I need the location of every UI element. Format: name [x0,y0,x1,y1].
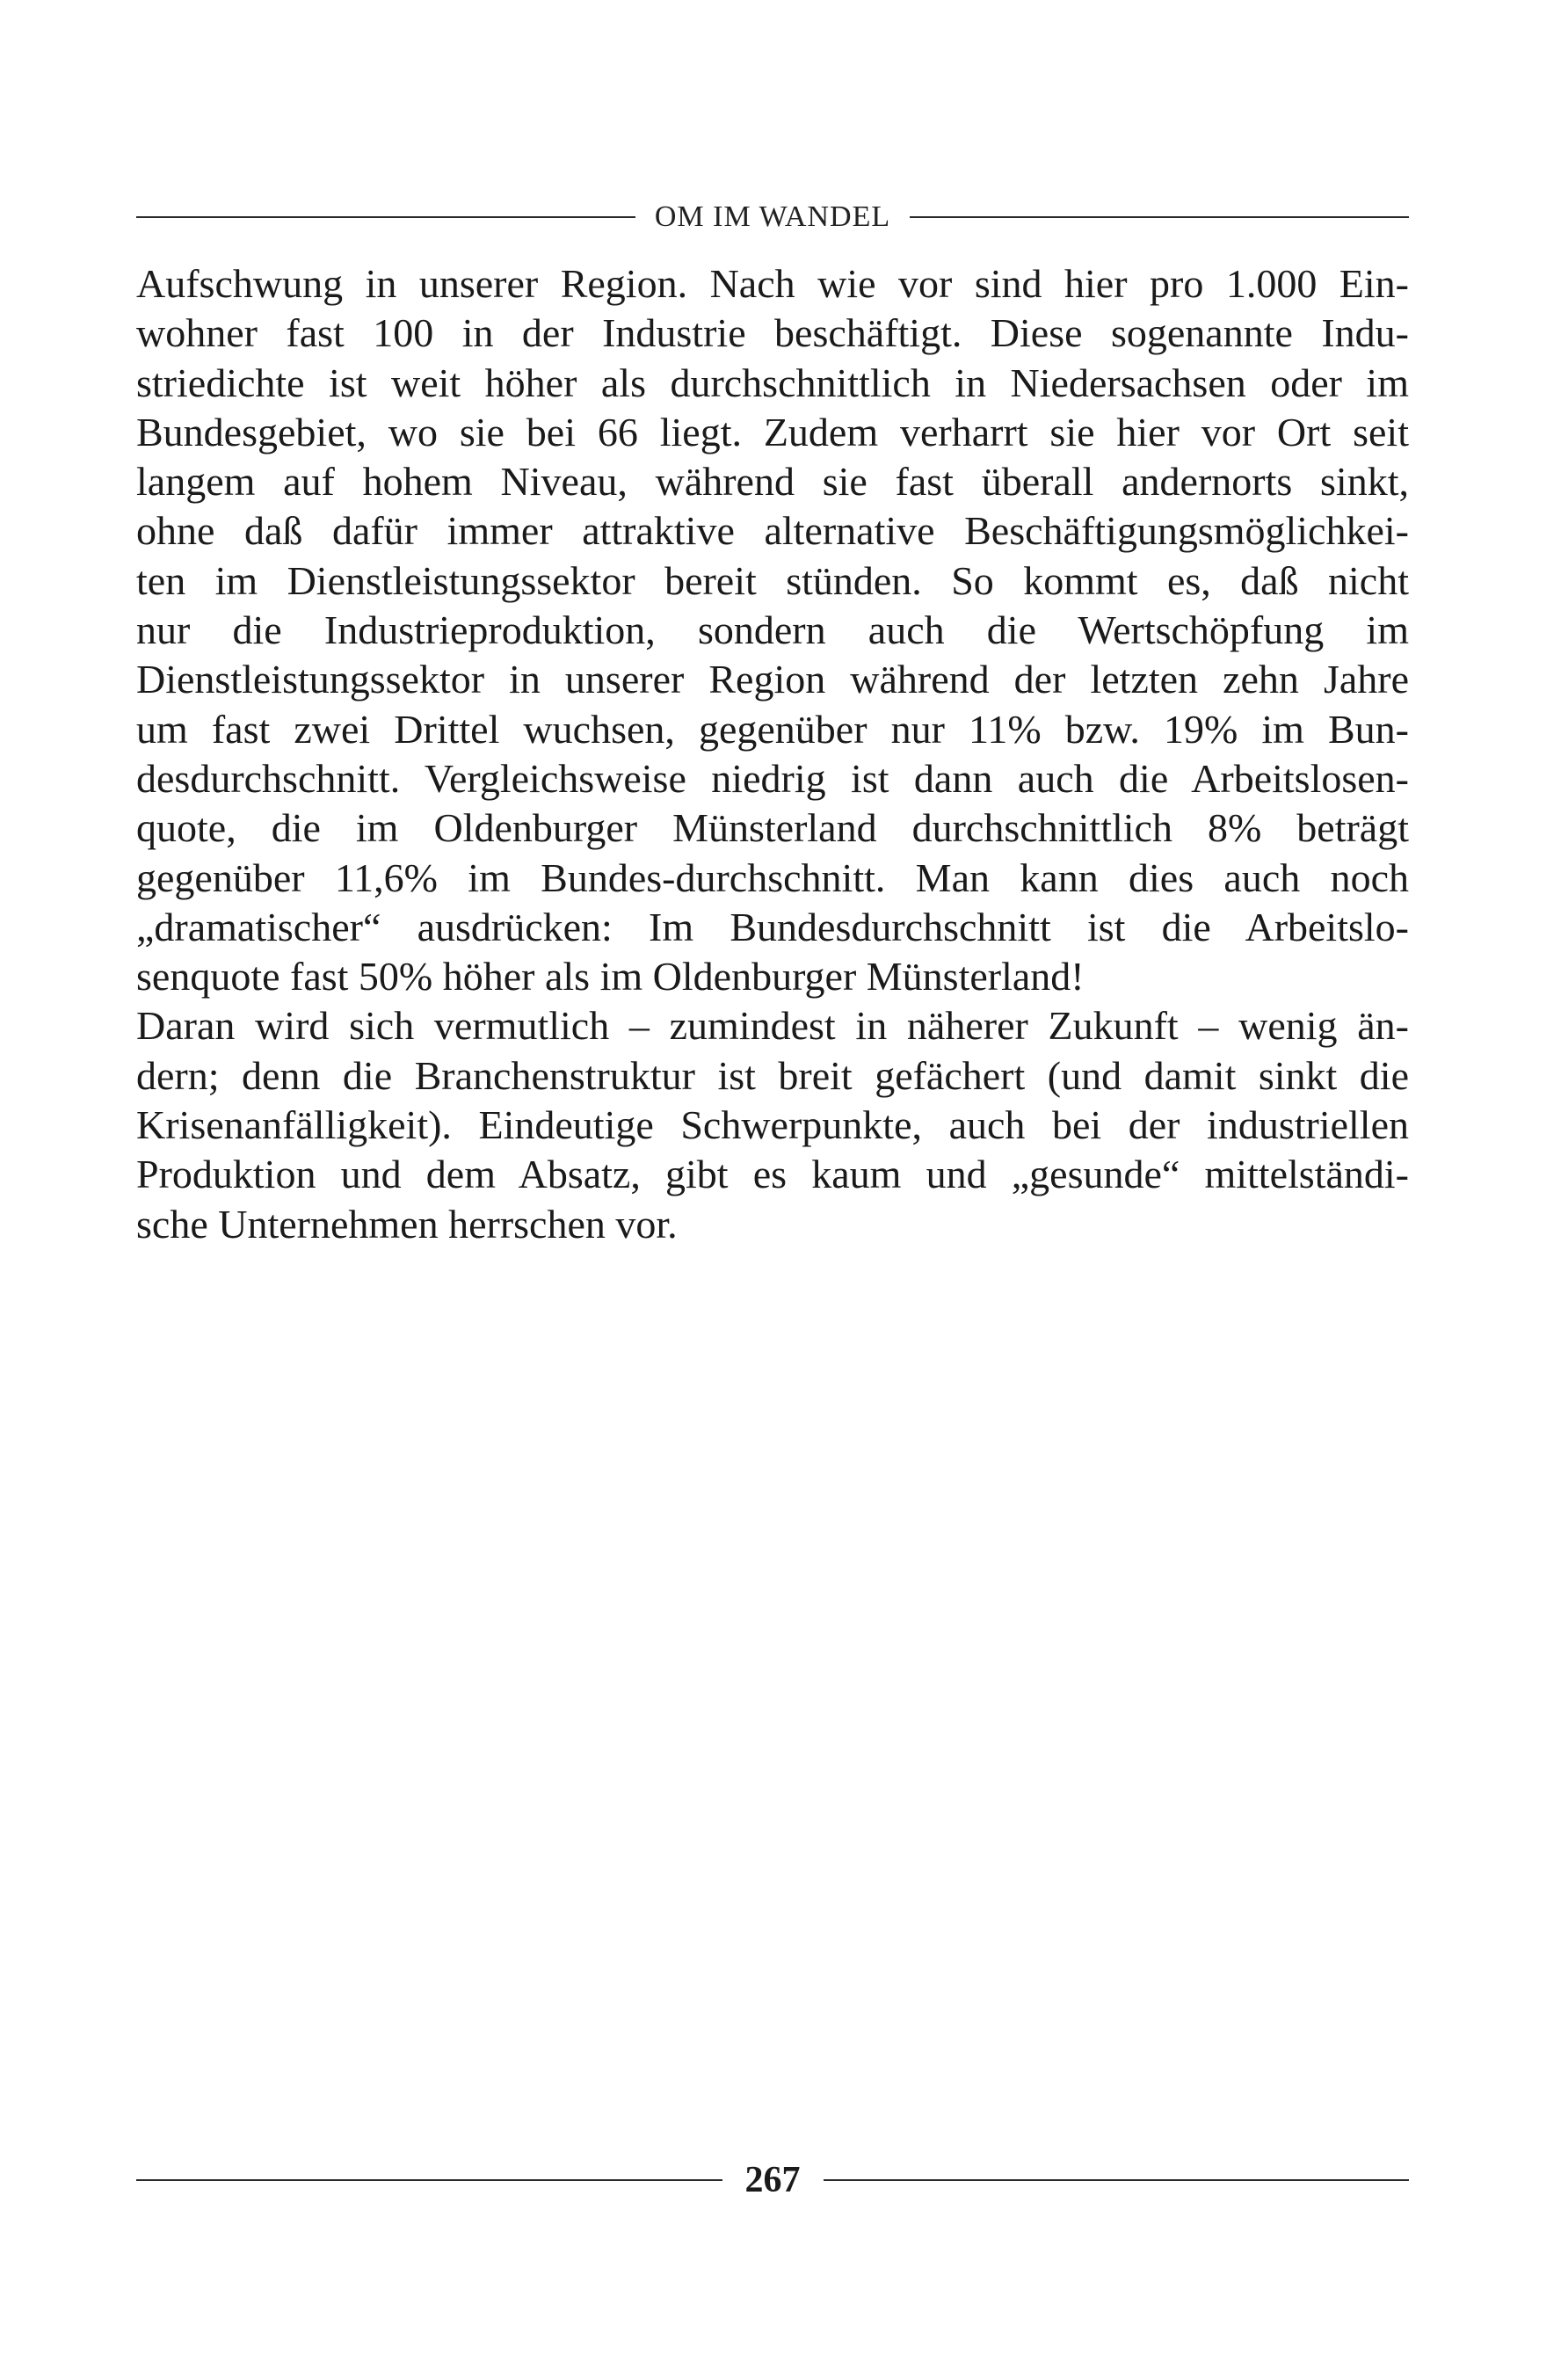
page-number: 267 [744,2160,801,2200]
running-header [136,195,1409,239]
text-line: quote, die im Oldenburger Münsterland durchschnittlich 8% beträgt [136,805,1409,851]
text-line: Bundesgebiet, wo sie bei 66 liegt. Zudem verharrt sie hier vor Ort seit [136,409,1409,454]
text-line: dern; denn die Branchenstruktur ist breit gefächert (und damit sinkt die [136,1052,1409,1098]
text-line: ten im Dienstleistungssektor bereit stünden. So kommt es, daß nicht [136,557,1409,603]
footer-rule-right [824,2179,1410,2181]
text-line: striedichte ist weit höher als durchschnittlich in Niedersachsen oder im [136,360,1409,405]
page-footer [136,2154,1409,2206]
text-line: Produktion und dem Absatz, gibt es kaum und „gesunde“ mittelständi- [136,1152,1409,1197]
text-line: wohner fast 100 in der Industrie beschäftigt. Diese sogenannte Indu- [136,310,1409,356]
text-line: Krisenanfälligkeit). Eindeutige Schwerpunkte, auch bei der industriellen [136,1102,1409,1148]
text-line: senquote fast 50% höher als im Oldenburger Münsterland! [136,954,1085,1000]
text-line: desdurchschnitt. Vergleichsweise niedrig ist dann auch die Arbeitslosen- [136,755,1409,801]
text-line: sche Unternehmen herrschen vor. [136,1201,678,1247]
body-text [136,259,1409,1249]
text-line: um fast zwei Drittel wuchsen, gegenüber nur 11% bzw. 19% im Bun- [136,706,1409,752]
text-line: gegenüber 11,6% im Bundes-durchschnitt. Man kann dies auch noch [136,854,1409,900]
text-line: langem auf hohem Niveau, während sie fast überall andernorts sinkt, [136,459,1409,505]
text-line: nur die Industrieproduktion, sondern auch die Wertschöpfung im [136,607,1409,653]
footer-rule-left [136,2179,722,2181]
header-rule-right [910,216,1409,218]
text-line: ohne daß dafür immer attraktive alternative Beschäftigungsmöglichkei- [136,508,1409,554]
text-line: Daran wird sich vermutlich – zumindest in näherer Zukunft – wenig än- [136,1003,1409,1049]
text-line: Dienstleistungssektor in unserer Region während der letzten zehn Jahre [136,657,1409,702]
header-rule-left [136,216,635,218]
text-line: Aufschwung in unserer Region. Nach wie vor sind hier pro 1.000 Ein- [136,261,1409,306]
running-title: OM IM WANDEL [654,200,891,233]
text-line: „dramatischer“ ausdrücken: Im Bundesdurchschnitt ist die Arbeitslo- [136,904,1409,949]
